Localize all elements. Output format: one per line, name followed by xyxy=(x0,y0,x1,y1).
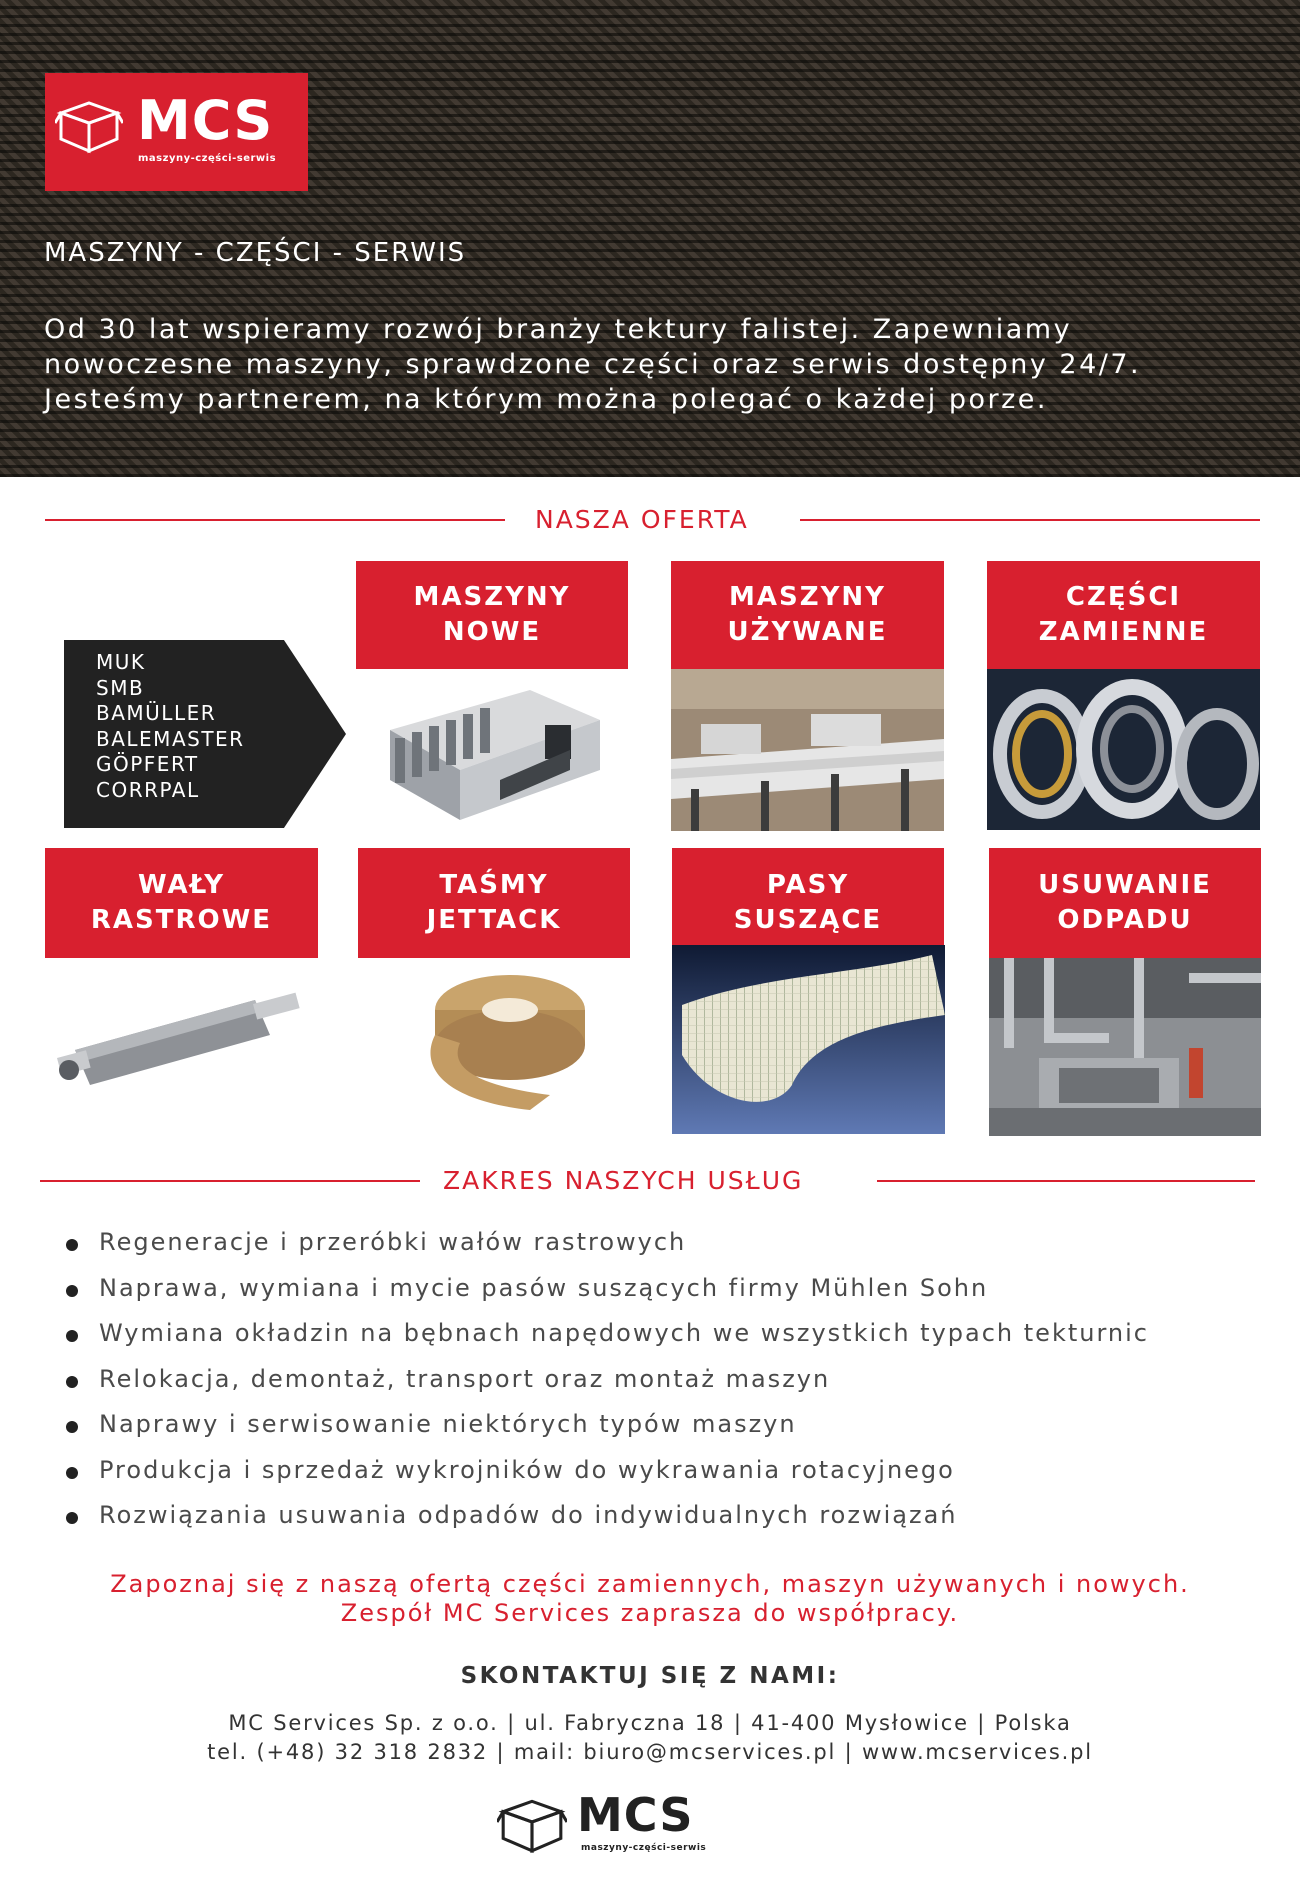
service-text: Regeneracje i przeróbki wałów rastrowych xyxy=(99,1228,687,1256)
bullet-icon xyxy=(66,1239,78,1251)
card-title-line: MASZYNY xyxy=(729,582,886,612)
service-text: Produkcja i sprzedaż wykrojników do wykrawania rotacyjnego xyxy=(99,1455,955,1484)
offer-title: NASZA OFERTA xyxy=(535,505,749,534)
service-text: Naprawy i serwisowanie niektórych typów maszyn xyxy=(99,1410,797,1438)
divider xyxy=(800,519,1260,521)
card-new-machines[interactable] xyxy=(356,561,628,669)
card-title-line: NOWE xyxy=(442,617,542,647)
divider xyxy=(877,1180,1255,1182)
card-used-machines[interactable] xyxy=(671,561,944,669)
jettack-tape-image xyxy=(400,965,600,1115)
bullet-icon xyxy=(66,1376,78,1388)
contact-title: SKONTAKTUJ SIĘ Z NAMI: xyxy=(460,1663,840,1689)
card-title-line: WAŁY xyxy=(137,870,226,900)
waste-removal-image xyxy=(989,958,1261,1136)
brands-list xyxy=(96,650,245,803)
brand-item: SMB xyxy=(96,675,145,700)
cta-line-1: Zapoznaj się z naszą ofertą części zamiennych, maszyn używanych i nowych. xyxy=(110,1570,1190,1598)
card-title-line: JETTACK xyxy=(426,905,562,935)
logo-text: MCS xyxy=(137,89,274,152)
footer-logo[interactable] xyxy=(493,1785,723,1865)
footer-logo-text: MCS xyxy=(577,1788,694,1842)
used-machine-image xyxy=(671,669,944,831)
service-text: Rozwiązania usuwania odpadów do indywidualnych rozwiązań xyxy=(99,1501,958,1529)
cta-line-2: Zespół MC Services zaprasza do współpracy. xyxy=(340,1599,960,1627)
card-title-line: CZĘŚCI xyxy=(1065,582,1182,612)
drying-belt-image xyxy=(672,945,945,1134)
hero-subtitle: MASZYNY - CZĘŚCI - SERWIS xyxy=(44,238,467,268)
brand-item: MUK xyxy=(96,650,146,674)
spare-parts-image xyxy=(987,669,1260,830)
bullet-icon xyxy=(66,1330,78,1342)
card-title-line: UŻYWANE xyxy=(727,617,888,647)
service-text: Naprawa, wymiana i mycie pasów suszących firmy Mühlen Sohn xyxy=(99,1273,989,1302)
anilox-roll-image xyxy=(55,990,315,1100)
intro-line: Jesteśmy partnerem, na którym można polegać o każdej porze. xyxy=(44,384,1048,415)
divider xyxy=(40,1180,420,1182)
brand-item: CORRPAL xyxy=(96,777,200,802)
box-icon xyxy=(497,1793,567,1855)
card-title-line: PASY xyxy=(766,870,850,900)
service-text: Wymiana okładzin na bębnach napędowych we wszystkich typach tekturnic xyxy=(99,1319,1149,1347)
divider xyxy=(45,519,505,521)
brand-item: BALEMASTER xyxy=(96,726,245,751)
brand-item: BAMÜLLER xyxy=(96,701,217,725)
card-title-line: SUSZĄCE xyxy=(733,905,883,935)
card-spare-parts[interactable] xyxy=(987,561,1260,669)
card-drying-belts[interactable] xyxy=(672,848,944,958)
intro-line: nowoczesne maszyny, sprawdzone części oraz serwis dostępny 24/7. xyxy=(44,349,1142,380)
contact-address: MC Services Sp. z o.o. | ul. Fabryczna 18 | 41-400 Mysłowice | Polska xyxy=(228,1711,1072,1735)
card-jettack-tapes[interactable] xyxy=(358,848,630,958)
card-title-line: TAŚMY xyxy=(439,870,549,900)
bullet-icon xyxy=(66,1285,78,1297)
footer-logo-tagline: maszyny-części-serwis xyxy=(581,1843,707,1853)
card-waste-removal[interactable] xyxy=(989,848,1261,958)
bullet-icon xyxy=(66,1512,78,1524)
box-icon xyxy=(55,95,123,155)
offer-heading xyxy=(0,505,1300,535)
service-text: Relokacja, demontaż, transport oraz montaż maszyn xyxy=(99,1364,831,1393)
new-machine-image xyxy=(370,670,620,830)
card-title-line: ODPADU xyxy=(1057,905,1193,935)
card-title-line: ZAMIENNE xyxy=(1038,617,1209,647)
card-title-line: RASTROWE xyxy=(90,905,273,935)
logo[interactable] xyxy=(45,73,308,191)
brand-item: GÖPFERT xyxy=(96,752,199,776)
services-title: ZAKRES NASZYCH USŁUG xyxy=(443,1166,804,1195)
hero-intro xyxy=(44,312,1274,417)
card-title-line: MASZYNY xyxy=(413,582,571,612)
contact-details[interactable]: tel. (+48) 32 318 2832 | mail: biuro@mcservices.pl | www.mcservices.pl xyxy=(207,1740,1093,1764)
services-heading xyxy=(0,1166,1300,1196)
card-title-line: USUWANIE xyxy=(1038,870,1212,900)
logo-tagline: maszyny-części-serwis xyxy=(138,153,277,164)
intro-line: Od 30 lat wspieramy rozwój branży tektury falistej. Zapewniamy xyxy=(44,314,1073,345)
bullet-icon xyxy=(66,1421,78,1433)
bullet-icon xyxy=(66,1467,78,1479)
card-anilox-rolls[interactable] xyxy=(45,848,318,958)
